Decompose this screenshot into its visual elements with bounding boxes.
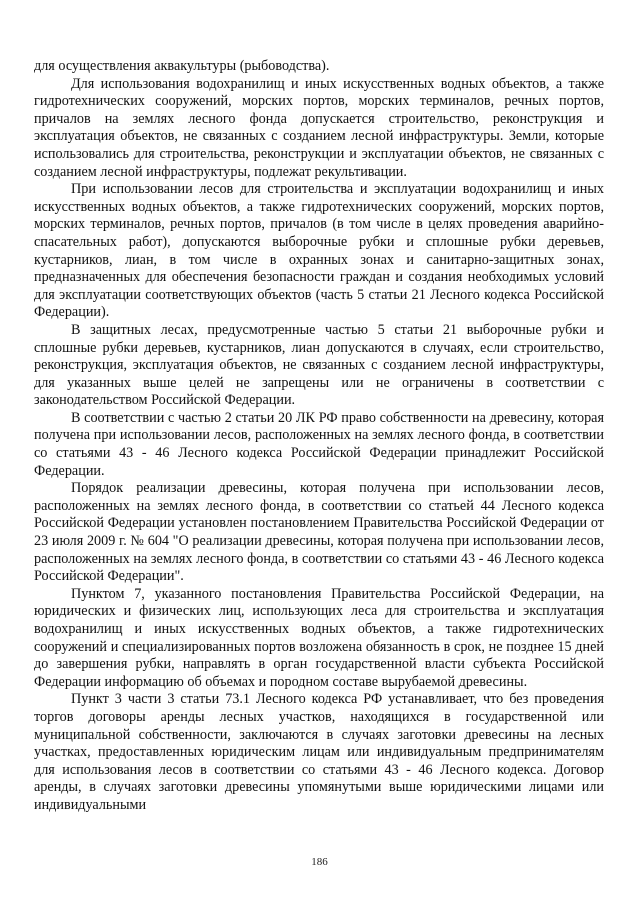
- paragraph-2: Для использования водохранилищ и иных искусственных водных объектов, а также гидротехнических сооружений, морских портов, морских терминалов, речных портов, причалов на землях лесного фонда допускается строительство, реконструкция и эксплуатация объектов, не связанных с созданием лесной инфраструктуры. Земли, которые использовались для строительства, реконструкции и эксплуатации объектов, не связанных с созданием лесной инфраструктуры, подлежат рекультивации.: [34, 75, 604, 180]
- document-body: [34, 58, 604, 815]
- paragraph-6: Порядок реализации древесины, которая получена при использовании лесов, расположенных на землях лесного фонда, в соответствии со статьей 44 Лесного кодекса Российской Федерации установлен постановлением Правительства Российской Федерации от 23 июля 2009 г. № 604 "О реализации древесины, которая получена при использовании лесов, расположенных на землях лесного фонда, в соответствии со статьями 43 - 46 Лесного кодекса Российской Федерации".: [34, 480, 604, 585]
- paragraph-8: Пункт 3 части 3 статьи 73.1 Лесного кодекса РФ устанавливает, что без проведения торгов договоры аренды лесных участков, находящихся в государственной или муниципальной собственности, заключаются в случаях заготовки древесины на лесных участках, предоставленных юридическим лицам или индивидуальным предпринимателям для использования лесов в соответствии со статьями 43 - 46 Лесного кодекса. Договор аренды, в случаях заготовки древесины упомянутыми выше юридическими лицами или индивидуальными: [34, 691, 604, 813]
- paragraph-5: В соответствии с частью 2 статьи 20 ЛК РФ право собственности на древесину, которая получена при использовании лесов, расположенных на землях лесного фонда, в соответствии со статьями 43 - 46 Лесного кодекса Российской Федерации принадлежит Российской Федерации.: [34, 409, 604, 479]
- paragraph-3: При использовании лесов для строительства и эксплуатации водохранилищ и иных искусственных водных объектов, а также гидротехнических сооружений, морских портов, морских терминалов, речных портов, причалов (в том числе в целях проведения аварийно-спасательных работ), допускаются выборочные рубки и сплошные рубки деревьев, кустарников, лиан, в том числе в охранных зонах и санитарно-защитных зонах, предназначенных для обеспечения безопасности граждан и создания необходимых условий для эксплуатации соответствующих объектов (часть 5 статьи 21 Лесного кодекса Российской Федерации).: [34, 181, 604, 321]
- paragraph-4: В защитных лесах, предусмотренные частью 5 статьи 21 выборочные рубки и сплошные рубки деревьев, кустарников, лиан допускаются в случаях, если строительство, реконструкция, эксплуатация объектов, не связанных с созданием лесной инфраструктуры, для указанных выше целей не запрещены или не ограничены в соответствии с законодательством Российской Федерации.: [34, 321, 604, 409]
- paragraph-1: для осуществления аквакультуры (рыбоводства).: [34, 58, 330, 74]
- paragraph-7: Пунктом 7, указанного постановления Правительства Российской Федерации, на юридических и физических лиц, использующих леса для строительства и эксплуатация водохранилищ и иных искусственных водных объектов, а также гидротехнических сооружений и специализированных портов возложена обязанность в срок, не позднее 15 дней до завершения рубки, направлять в орган государственной власти субъекта Российской Федерации информацию об объемах и породном составе вырубаемой древесины.: [34, 585, 604, 690]
- page-number: 186: [311, 856, 328, 868]
